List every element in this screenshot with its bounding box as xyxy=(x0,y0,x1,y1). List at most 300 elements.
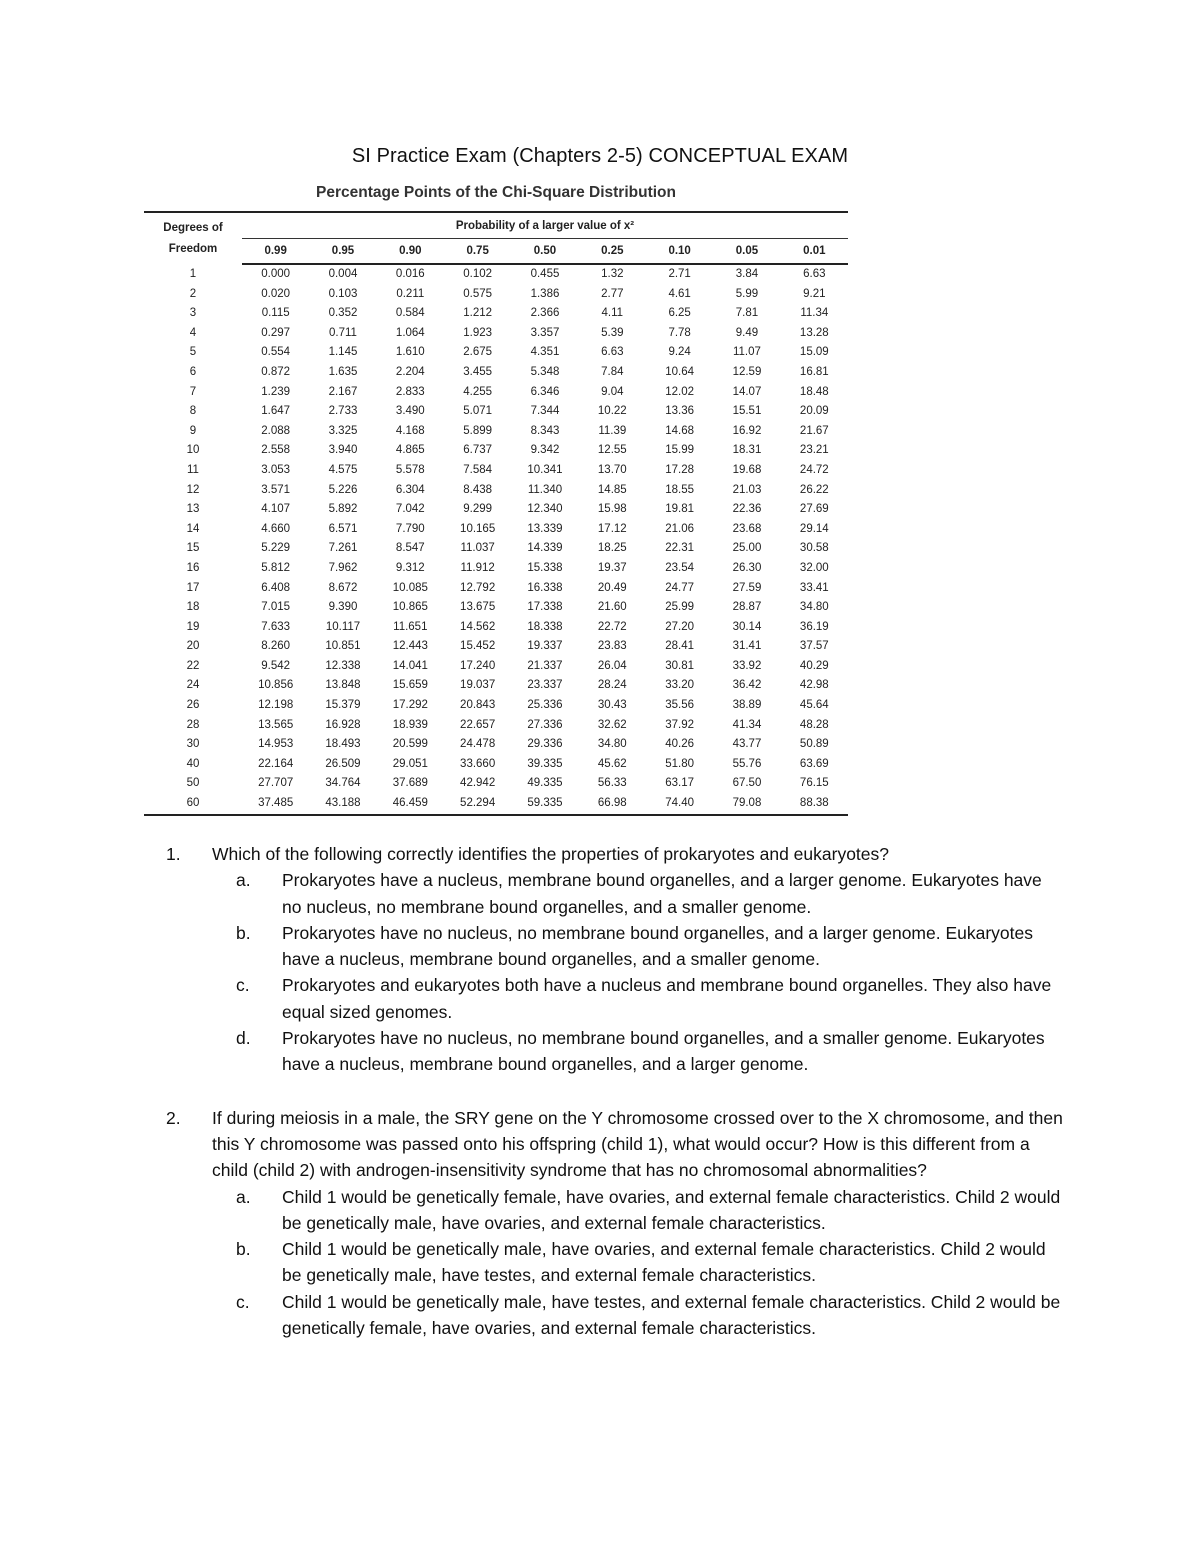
chi-square-value-cell: 26.509 xyxy=(325,757,361,770)
table-row xyxy=(144,755,848,775)
table-row xyxy=(144,794,848,815)
chi-square-value-cell: 52.294 xyxy=(444,794,511,815)
question-number: 1. xyxy=(166,844,181,864)
chi-square-value-cell: 6.63 xyxy=(803,268,826,280)
table-row xyxy=(144,774,848,794)
chi-square-value-cell: 3.053 xyxy=(261,463,291,476)
chi-square-value-cell: 79.08 xyxy=(713,794,780,815)
degrees-of-freedom-cell: 6 xyxy=(189,365,197,378)
table-row xyxy=(144,264,848,285)
probability-column-header: 0.50 xyxy=(511,239,578,265)
chi-square-value-cell: 22.31 xyxy=(665,542,695,555)
option-text: Prokaryotes and eukaryotes both have a nucleus and membrane bound organelles. They also have equal sized genomes. xyxy=(282,975,1052,1022)
option-letter: a. xyxy=(236,870,251,891)
degrees-of-freedom-cell: 13 xyxy=(186,503,200,516)
chi-square-value-cell: 14.85 xyxy=(597,483,627,496)
chi-square-value-cell: 1.32 xyxy=(601,268,624,280)
chi-square-value-cell: 30.14 xyxy=(732,620,762,633)
chi-square-value-cell: 10.085 xyxy=(392,581,428,594)
chi-square-value-cell: 5.578 xyxy=(395,463,425,476)
degrees-of-freedom-cell: 3 xyxy=(189,307,197,320)
chi-square-value-cell: 29.051 xyxy=(392,757,428,770)
chi-square-value-cell: 36.19 xyxy=(799,620,829,633)
chi-square-value-cell: 12.340 xyxy=(527,503,563,516)
chi-square-value-cell: 76.15 xyxy=(799,777,829,790)
table-row xyxy=(144,520,848,540)
chi-square-value-cell: 3.84 xyxy=(735,268,759,280)
table-row xyxy=(144,735,848,755)
chi-square-value-cell: 15.51 xyxy=(732,405,762,418)
chi-square-value-cell: 34.80 xyxy=(597,738,627,751)
chi-square-value-cell: 0.352 xyxy=(328,307,358,320)
table-row xyxy=(144,579,848,599)
chi-square-value-cell: 10.856 xyxy=(258,679,294,692)
degrees-of-freedom-cell: 20 xyxy=(186,640,200,653)
chi-square-value-cell: 2.733 xyxy=(328,405,358,418)
chi-square-value-cell: 10.64 xyxy=(665,365,695,378)
chi-square-value-cell: 5.99 xyxy=(735,287,759,300)
chi-square-value-cell: 37.92 xyxy=(665,718,695,731)
chi-square-value-cell: 49.335 xyxy=(527,777,563,790)
answer-option xyxy=(236,1236,1066,1289)
chi-square-value-cell: 15.659 xyxy=(392,679,428,692)
question-text: Which of the following correctly identifies the properties of prokaryotes and eukaryotes? xyxy=(212,844,890,864)
chi-square-value-cell: 15.338 xyxy=(527,561,563,574)
chi-square-value-cell: 2.167 xyxy=(328,385,358,398)
chi-square-value-cell: 30.81 xyxy=(665,659,695,672)
chi-square-value-cell: 42.98 xyxy=(799,679,829,692)
chi-square-value-cell: 21.337 xyxy=(527,659,563,672)
chi-square-value-cell: 13.339 xyxy=(527,522,563,535)
option-text: Prokaryotes have no nucleus, no membrane bound organelles, and a larger genome. Eukaryotes have a nucleus, membrane bound organelles, and a smaller genome. xyxy=(282,922,1034,970)
chi-square-value-cell: 63.69 xyxy=(799,757,829,770)
chi-square-value-cell: 5.071 xyxy=(463,405,493,418)
degrees-of-freedom-cell: 22 xyxy=(186,659,200,672)
chi-square-value-cell: 29.336 xyxy=(527,738,563,751)
option-text: Child 1 would be genetically female, have ovaries, and external female characteristics. Child 2 would be genetically male, have ovaries, and external female characteristics. xyxy=(282,1186,1061,1233)
chi-square-value-cell: 4.11 xyxy=(601,307,624,320)
chi-square-value-cell: 34.764 xyxy=(325,777,361,790)
chi-square-value-cell: 3.571 xyxy=(261,483,291,496)
chi-square-value-cell: 37.57 xyxy=(799,640,829,653)
option-letter: c. xyxy=(236,1291,250,1312)
df-header-line2: Freedom xyxy=(168,242,218,255)
chi-square-value-cell: 18.55 xyxy=(665,483,695,496)
chi-square-value-cell: 18.48 xyxy=(799,385,829,398)
degrees-of-freedom-cell: 50 xyxy=(186,777,200,790)
chi-square-value-cell: 88.38 xyxy=(781,794,848,815)
chi-square-value-cell: 50.89 xyxy=(799,738,829,751)
degrees-of-freedom-cell: 16 xyxy=(186,561,200,574)
chi-square-value-cell: 7.81 xyxy=(735,307,759,320)
chi-square-value-cell: 30.43 xyxy=(597,699,627,712)
chi-square-value-cell: 1.610 xyxy=(395,346,425,359)
chi-square-value-cell: 5.39 xyxy=(601,326,624,339)
degrees-of-freedom-cell: 15 xyxy=(186,542,200,555)
chi-square-value-cell: 16.92 xyxy=(732,424,762,437)
option-letter: b. xyxy=(236,922,251,943)
chi-square-value-cell: 26.04 xyxy=(597,659,627,672)
chi-square-value-cell: 0.020 xyxy=(261,287,291,300)
chi-square-value-cell: 25.99 xyxy=(665,601,695,614)
option-letter: a. xyxy=(236,1186,251,1207)
chi-square-value-cell: 8.547 xyxy=(395,542,425,555)
chi-square-value-cell: 6.408 xyxy=(261,581,291,594)
degrees-of-freedom-cell: 30 xyxy=(186,738,200,751)
table-row xyxy=(144,676,848,696)
chi-square-value-cell: 7.584 xyxy=(463,463,493,476)
degrees-of-freedom-cell: 7 xyxy=(189,385,197,398)
chi-square-value-cell: 16.338 xyxy=(527,581,563,594)
chi-square-value-cell: 36.42 xyxy=(732,679,762,692)
chi-square-value-cell: 5.229 xyxy=(261,542,291,555)
table-row xyxy=(144,696,848,716)
chi-square-value-cell: 23.21 xyxy=(799,444,829,457)
chi-square-value-cell: 13.28 xyxy=(799,326,829,339)
chi-square-value-cell: 17.28 xyxy=(665,463,695,476)
degrees-of-freedom-cell: 1 xyxy=(189,267,197,280)
degrees-of-freedom-cell: 14 xyxy=(186,522,200,535)
chi-square-value-cell: 27.69 xyxy=(799,503,829,516)
chi-square-value-cell: 40.29 xyxy=(799,659,829,672)
chi-square-value-cell: 11.34 xyxy=(800,307,829,320)
table-title: Percentage Points of the Chi-Square Distribution xyxy=(316,184,676,201)
chi-square-value-cell: 0.115 xyxy=(261,307,290,320)
chi-square-value-cell: 2.558 xyxy=(261,444,291,457)
chi-square-value-cell: 9.49 xyxy=(735,326,759,339)
chi-square-value-cell: 38.89 xyxy=(732,699,762,712)
chi-square-value-cell: 9.312 xyxy=(395,561,425,574)
table-row xyxy=(144,363,848,383)
chi-square-value-cell: 23.54 xyxy=(665,561,695,574)
chi-square-value-cell: 39.335 xyxy=(527,757,563,770)
chi-square-value-cell: 22.72 xyxy=(597,620,627,633)
chi-square-value-cell: 19.037 xyxy=(460,679,496,692)
chi-square-value-cell: 25.336 xyxy=(527,699,563,712)
chi-square-value-cell: 10.865 xyxy=(392,601,428,614)
chi-square-value-cell: 34.80 xyxy=(799,601,829,614)
chi-square-value-cell: 40.26 xyxy=(665,738,695,751)
chi-square-value-cell: 7.261 xyxy=(328,542,358,555)
chi-square-value-cell: 3.357 xyxy=(530,326,560,339)
chi-square-value-cell: 16.928 xyxy=(325,718,361,731)
chi-square-value-cell: 27.20 xyxy=(665,620,695,633)
table-row xyxy=(144,402,848,422)
degrees-of-freedom-cell: 18 xyxy=(186,601,200,614)
chi-square-value-cell: 32.62 xyxy=(597,718,627,731)
option-letter: d. xyxy=(236,1028,251,1049)
chi-square-value-cell: 12.55 xyxy=(597,444,627,457)
chi-square-value-cell: 15.379 xyxy=(325,699,361,712)
chi-square-value-cell: 21.06 xyxy=(665,522,695,535)
chi-square-value-cell: 15.98 xyxy=(597,503,627,516)
chi-square-value-cell: 67.50 xyxy=(732,777,762,790)
option-letter: c. xyxy=(236,975,250,996)
chi-square-value-cell: 31.41 xyxy=(732,640,762,653)
chi-square-value-cell: 19.81 xyxy=(665,503,695,516)
chi-square-value-cell: 1.212 xyxy=(463,307,493,320)
degrees-of-freedom-cell: 9 xyxy=(189,424,197,437)
degrees-of-freedom-cell: 8 xyxy=(189,405,197,418)
degrees-of-freedom-cell: 19 xyxy=(186,620,200,633)
chi-square-value-cell: 3.455 xyxy=(463,365,493,378)
chi-square-value-cell: 15.09 xyxy=(799,346,829,359)
chi-square-value-cell: 5.348 xyxy=(530,365,560,378)
chi-square-value-cell: 6.304 xyxy=(395,483,425,496)
chi-square-value-cell: 8.438 xyxy=(463,483,493,496)
chi-square-value-cell: 28.24 xyxy=(597,679,627,692)
chi-square-value-cell: 8.343 xyxy=(530,424,560,437)
chi-square-value-cell: 1.647 xyxy=(261,405,291,418)
chi-square-value-cell: 59.335 xyxy=(511,794,578,815)
chi-square-value-cell: 11.037 xyxy=(460,542,495,555)
degrees-of-freedom-cell: 17 xyxy=(186,581,200,594)
table-row xyxy=(144,618,848,638)
answer-option xyxy=(236,1184,1066,1237)
chi-square-value-cell: 12.792 xyxy=(460,581,496,594)
answer-option xyxy=(236,1289,1066,1342)
chi-square-value-cell: 1.635 xyxy=(328,365,358,378)
question-number: 2. xyxy=(166,1107,181,1128)
chi-square-value-cell: 45.64 xyxy=(799,699,829,712)
table-row xyxy=(144,324,848,344)
chi-square-value-cell: 27.707 xyxy=(258,777,294,790)
chi-square-value-cell: 27.59 xyxy=(732,581,762,594)
chi-square-value-cell: 55.76 xyxy=(732,757,762,770)
chi-square-value-cell: 0.872 xyxy=(261,365,291,378)
chi-square-value-cell: 5.892 xyxy=(328,503,358,516)
chi-square-value-cell: 7.84 xyxy=(601,365,624,378)
chi-square-value-cell: 18.338 xyxy=(527,620,563,633)
chi-square-value-cell: 14.07 xyxy=(732,385,762,398)
table-row xyxy=(144,441,848,461)
chi-square-value-cell: 18.25 xyxy=(597,542,627,555)
chi-square-value-cell: 7.344 xyxy=(530,405,560,418)
chi-square-value-cell: 23.83 xyxy=(597,640,627,653)
df-header xyxy=(144,212,242,264)
chi-square-value-cell: 1.923 xyxy=(463,326,493,339)
chi-square-value-cell: 7.78 xyxy=(668,326,691,339)
probability-column-header: 0.75 xyxy=(444,239,511,265)
probability-column-header: 0.99 xyxy=(242,239,309,265)
chi-square-value-cell: 15.99 xyxy=(665,444,695,457)
chi-square-value-cell: 20.843 xyxy=(460,699,496,712)
chi-square-value-cell: 2.088 xyxy=(261,424,291,437)
chi-square-value-cell: 6.346 xyxy=(530,385,560,398)
chi-square-value-cell: 29.14 xyxy=(799,522,829,535)
chi-square-value-cell: 17.292 xyxy=(392,699,428,712)
probability-column-header: 0.95 xyxy=(309,239,376,265)
chi-square-value-cell: 12.443 xyxy=(392,640,428,653)
chi-square-value-cell: 1.239 xyxy=(261,385,291,398)
probability-header: Probability of a larger value of x² xyxy=(242,212,848,239)
df-header-line1: Degrees of xyxy=(163,221,223,234)
table-row xyxy=(144,422,848,442)
option-text: Prokaryotes have a nucleus, membrane bound organelles, and a larger genome. Eukaryotes have no nucleus, no membrane bound organelles, and a smaller genome. xyxy=(282,870,1042,917)
chi-square-value-cell: 12.02 xyxy=(665,385,695,398)
table-row xyxy=(144,383,848,403)
chi-square-value-cell: 11.39 xyxy=(598,424,627,437)
chi-square-value-cell: 4.61 xyxy=(668,287,691,300)
chi-square-value-cell: 22.164 xyxy=(258,757,294,770)
chi-square-value-cell: 8.672 xyxy=(328,581,358,594)
chi-square-value-cell: 20.09 xyxy=(799,405,829,418)
chi-square-value-cell: 4.575 xyxy=(328,463,358,476)
chi-square-value-cell: 28.87 xyxy=(732,601,762,614)
option-text: Child 1 would be genetically male, have ovaries, and external female characteristics. Child 2 would be genetically male, have testes, and external female characteristics. xyxy=(282,1239,1046,1286)
chi-square-value-cell: 27.336 xyxy=(527,718,563,731)
chi-square-value-cell: 33.41 xyxy=(799,581,829,594)
chi-square-value-cell: 9.542 xyxy=(261,659,291,672)
chi-square-value-cell: 33.660 xyxy=(460,757,496,770)
chi-square-value-cell: 8.260 xyxy=(261,640,291,653)
chi-square-value-cell: 21.67 xyxy=(799,424,829,437)
chi-square-value-cell: 24.72 xyxy=(799,463,829,476)
chi-square-value-cell: 21.03 xyxy=(732,483,762,496)
degrees-of-freedom-cell: 24 xyxy=(186,679,200,692)
chi-square-value-cell: 19.337 xyxy=(527,640,563,653)
chi-square-value-cell: 0.297 xyxy=(261,326,291,339)
chi-square-value-cell: 23.337 xyxy=(527,679,563,692)
chi-square-value-cell: 7.790 xyxy=(395,522,425,535)
chi-square-value-cell: 56.33 xyxy=(597,777,627,790)
chi-square-value-cell: 14.953 xyxy=(258,738,294,751)
table-row xyxy=(144,637,848,657)
answer-option xyxy=(236,867,1066,920)
degrees-of-freedom-cell: 28 xyxy=(186,718,200,731)
page-title: SI Practice Exam (Chapters 2-5) CONCEPTUAL EXAM xyxy=(351,145,849,167)
chi-square-value-cell: 5.226 xyxy=(328,483,358,496)
chi-square-value-cell: 11.651 xyxy=(393,620,428,633)
degrees-of-freedom-cell: 12 xyxy=(186,483,200,496)
table-row xyxy=(144,559,848,579)
chi-square-value-cell: 1.145 xyxy=(328,346,358,359)
chi-square-value-cell: 16.81 xyxy=(799,365,829,378)
chi-square-value-cell: 5.899 xyxy=(463,424,493,437)
chi-square-value-cell: 6.571 xyxy=(328,522,358,535)
chi-square-value-cell: 42.942 xyxy=(460,777,496,790)
chi-square-value-cell: 41.34 xyxy=(732,718,762,731)
chi-square-value-cell: 22.657 xyxy=(460,718,496,731)
chi-square-value-cell: 4.168 xyxy=(395,424,425,437)
chi-square-value-cell: 51.80 xyxy=(665,757,695,770)
table-row xyxy=(144,304,848,324)
question-stem xyxy=(166,841,1066,867)
chi-square-value-cell: 13.848 xyxy=(325,679,361,692)
degrees-of-freedom-cell: 4 xyxy=(189,326,197,339)
chi-square-value-cell: 3.490 xyxy=(395,405,425,418)
chi-square-value-cell: 0.211 xyxy=(396,287,425,300)
chi-square-value-cell: 35.56 xyxy=(665,699,695,712)
chi-square-value-cell: 4.660 xyxy=(261,522,291,535)
chi-square-value-cell: 13.675 xyxy=(460,601,496,614)
chi-square-value-cell: 43.77 xyxy=(732,738,762,751)
chi-square-value-cell: 2.71 xyxy=(668,268,691,280)
questions-section xyxy=(166,841,1066,1341)
chi-square-value-cell: 14.562 xyxy=(460,620,496,633)
chi-square-value-cell: 1.064 xyxy=(395,326,425,339)
degrees-of-freedom-cell: 10 xyxy=(186,444,200,457)
chi-square-value-cell: 19.68 xyxy=(732,463,762,476)
chi-square-value-cell: 63.17 xyxy=(665,777,695,790)
chi-square-value-cell: 17.12 xyxy=(597,522,627,535)
chi-square-value-cell: 18.31 xyxy=(732,444,762,457)
chi-square-value-cell: 24.478 xyxy=(460,738,496,751)
chi-square-value-cell: 30.58 xyxy=(799,542,829,555)
option-text: Prokaryotes have no nucleus, no membrane bound organelles, and a smaller genome. Eukaryotes have a nucleus, membrane bound organelles, and a larger genome. xyxy=(282,1028,1045,1075)
chi-square-value-cell: 0.554 xyxy=(261,346,291,359)
chi-square-value-cell: 0.004 xyxy=(328,268,358,280)
chi-square-value-cell: 26.22 xyxy=(799,483,829,496)
option-letter: b. xyxy=(236,1239,251,1260)
chi-square-value-cell: 4.865 xyxy=(395,444,425,457)
chi-square-value-cell: 9.299 xyxy=(463,503,493,516)
chi-square-value-cell: 24.77 xyxy=(665,581,695,594)
chi-square-value-cell: 6.63 xyxy=(601,346,624,359)
chi-square-value-cell: 6.737 xyxy=(463,444,493,457)
chi-square-value-cell: 17.338 xyxy=(527,601,563,614)
chi-square-value-cell: 13.70 xyxy=(597,463,627,476)
degrees-of-freedom-cell: 60 xyxy=(144,794,242,815)
chi-square-value-cell: 2.204 xyxy=(395,365,425,378)
chi-square-value-cell: 7.633 xyxy=(261,620,291,633)
chi-square-value-cell: 7.042 xyxy=(395,503,425,516)
chi-square-value-cell: 66.98 xyxy=(579,794,646,815)
chi-square-value-cell: 17.240 xyxy=(460,659,496,672)
table-row xyxy=(144,657,848,677)
probability-column-header: 0.25 xyxy=(579,239,646,265)
chi-square-value-cell: 7.962 xyxy=(328,561,358,574)
chi-square-value-cell: 28.41 xyxy=(665,640,695,653)
chi-square-value-cell: 10.851 xyxy=(325,640,361,653)
chi-square-value-cell: 14.041 xyxy=(392,659,428,672)
chi-square-value-cell: 43.188 xyxy=(309,794,376,815)
table-row xyxy=(144,598,848,618)
chi-square-value-cell: 11.912 xyxy=(460,561,495,574)
answer-option xyxy=(236,1025,1066,1078)
chi-square-value-cell: 0.102 xyxy=(463,268,493,280)
chi-square-value-cell: 26.30 xyxy=(732,561,762,574)
answer-option xyxy=(236,920,1066,973)
table-row xyxy=(144,481,848,501)
question-block xyxy=(166,841,1066,1078)
answer-option xyxy=(236,972,1066,1025)
chi-square-value-cell: 5.812 xyxy=(261,561,291,574)
chi-square-value-cell: 11.340 xyxy=(527,483,563,496)
question-block xyxy=(166,1105,1066,1342)
probability-column-header: 0.05 xyxy=(713,239,780,265)
degrees-of-freedom-cell: 2 xyxy=(189,287,197,300)
question-stem xyxy=(166,1105,1066,1184)
chi-square-value-cell: 10.165 xyxy=(460,522,496,535)
table-row xyxy=(144,716,848,736)
chi-square-value-cell: 13.565 xyxy=(258,718,294,731)
chi-square-value-cell: 37.689 xyxy=(392,777,428,790)
chi-square-value-cell: 0.016 xyxy=(395,268,425,280)
chi-square-value-cell: 48.28 xyxy=(799,718,829,731)
probability-column-header: 0.10 xyxy=(646,239,713,265)
chi-square-value-cell: 0.584 xyxy=(395,307,425,320)
chi-square-value-cell: 3.325 xyxy=(328,424,358,437)
chi-square-value-cell: 9.21 xyxy=(803,287,826,300)
chi-square-value-cell: 2.366 xyxy=(530,307,560,320)
chi-square-value-cell: 20.49 xyxy=(597,581,627,594)
chi-square-value-cell: 25.00 xyxy=(732,542,762,555)
chi-square-value-cell: 4.351 xyxy=(530,346,560,359)
chi-square-value-cell: 2.675 xyxy=(463,346,493,359)
chi-square-value-cell: 0.455 xyxy=(530,268,560,280)
chi-square-value-cell: 4.255 xyxy=(463,385,493,398)
